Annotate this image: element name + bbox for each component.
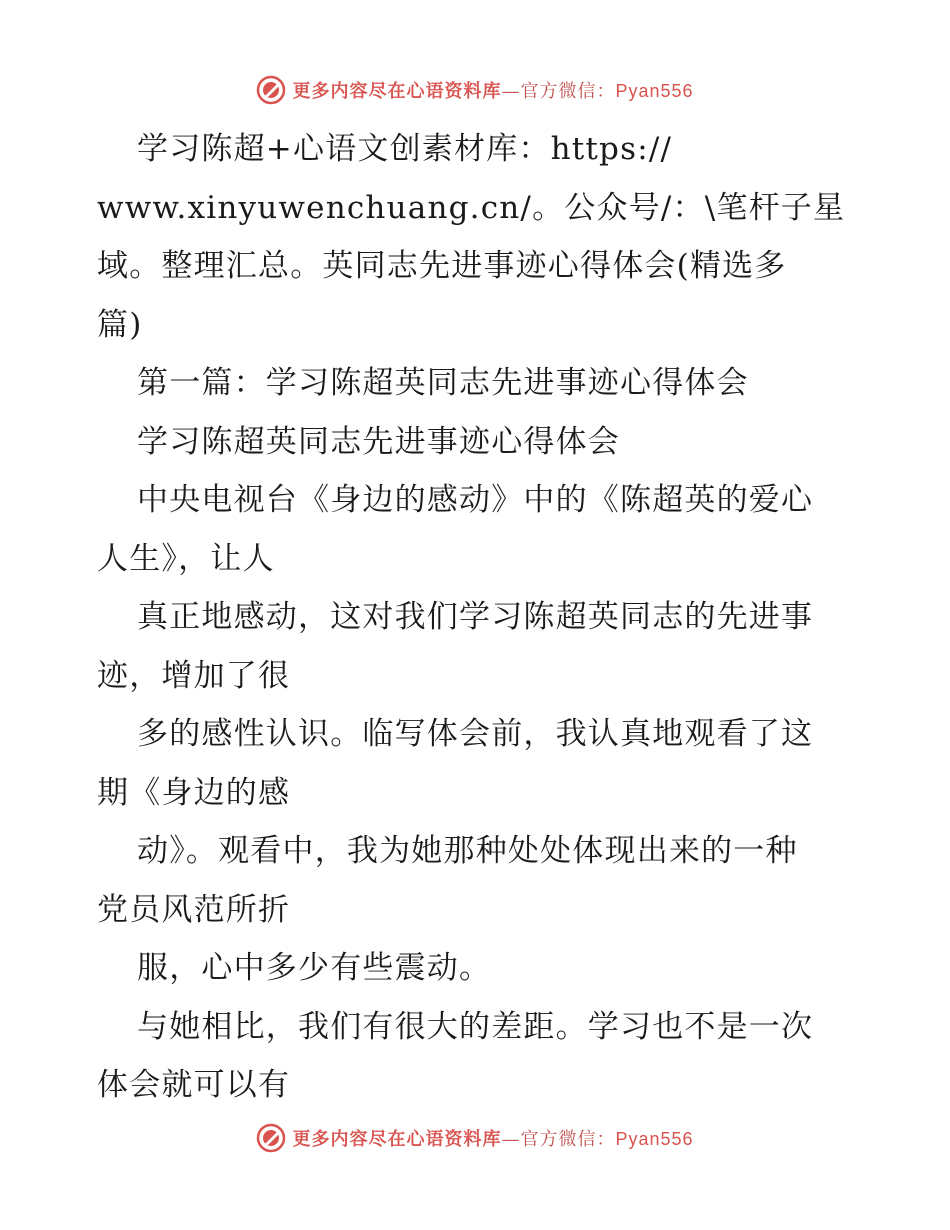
- text-line: 服，心中多少有些震动。: [137, 950, 492, 986]
- pen-logo-icon: [256, 1123, 286, 1153]
- text-line: 学习陈超+心语文创素材库：https://: [137, 131, 673, 167]
- page-footer: [0, 1118, 950, 1158]
- header-brand-id: Pyan556: [615, 81, 694, 101]
- footer-brand-sub: —官方微信：: [501, 1129, 616, 1150]
- text-line: 真正地感动，这对我们学习陈超英同志的先进事: [137, 599, 814, 635]
- text-line: 学习陈超英同志先进事迹心得体会: [137, 423, 620, 460]
- header-watermark: [256, 75, 693, 105]
- text-line: 动》。观看中，我为她那种处处体现出来的一种: [137, 833, 798, 869]
- text-line: 迹，增加了很: [97, 657, 291, 694]
- footer-watermark-text: [292, 1125, 693, 1151]
- footer-brand-main: 更多内容尽在心语资料库: [292, 1129, 502, 1150]
- footer-brand-id: Pyan556: [615, 1129, 694, 1149]
- text-line: 与她相比，我们有很大的差距。学习也不是一次: [137, 1008, 814, 1045]
- pen-logo-icon: [256, 75, 286, 105]
- header-brand-sub: —官方微信：: [501, 81, 616, 102]
- text-line: 中央电视台《身边的感动》中的《陈超英的爱心: [137, 482, 814, 518]
- text-line: 第一篇：学习陈超英同志先进事迹心得体会: [137, 365, 749, 401]
- text-line: 篇): [97, 306, 143, 343]
- footer-watermark: [256, 1123, 693, 1153]
- text-line: 体会就可以有: [97, 1067, 291, 1103]
- text-line: 域。整理汇总。英同志先进事迹心得体会(精选多: [97, 248, 787, 284]
- document-body: [97, 120, 857, 1115]
- text-line: 人生》，让人: [97, 540, 275, 577]
- text-line: 期《身边的感: [97, 774, 291, 811]
- text-line: 党员风范所折: [97, 891, 291, 928]
- page-header: [0, 70, 950, 110]
- header-brand-main: 更多内容尽在心语资料库: [292, 81, 502, 102]
- header-watermark-text: [292, 77, 693, 103]
- text-line: www.xinyuwenchuang.cn/。公众号/：\笔杆子星: [97, 189, 846, 226]
- text-line: 多的感性认识。临写体会前，我认真地观看了这: [137, 716, 814, 752]
